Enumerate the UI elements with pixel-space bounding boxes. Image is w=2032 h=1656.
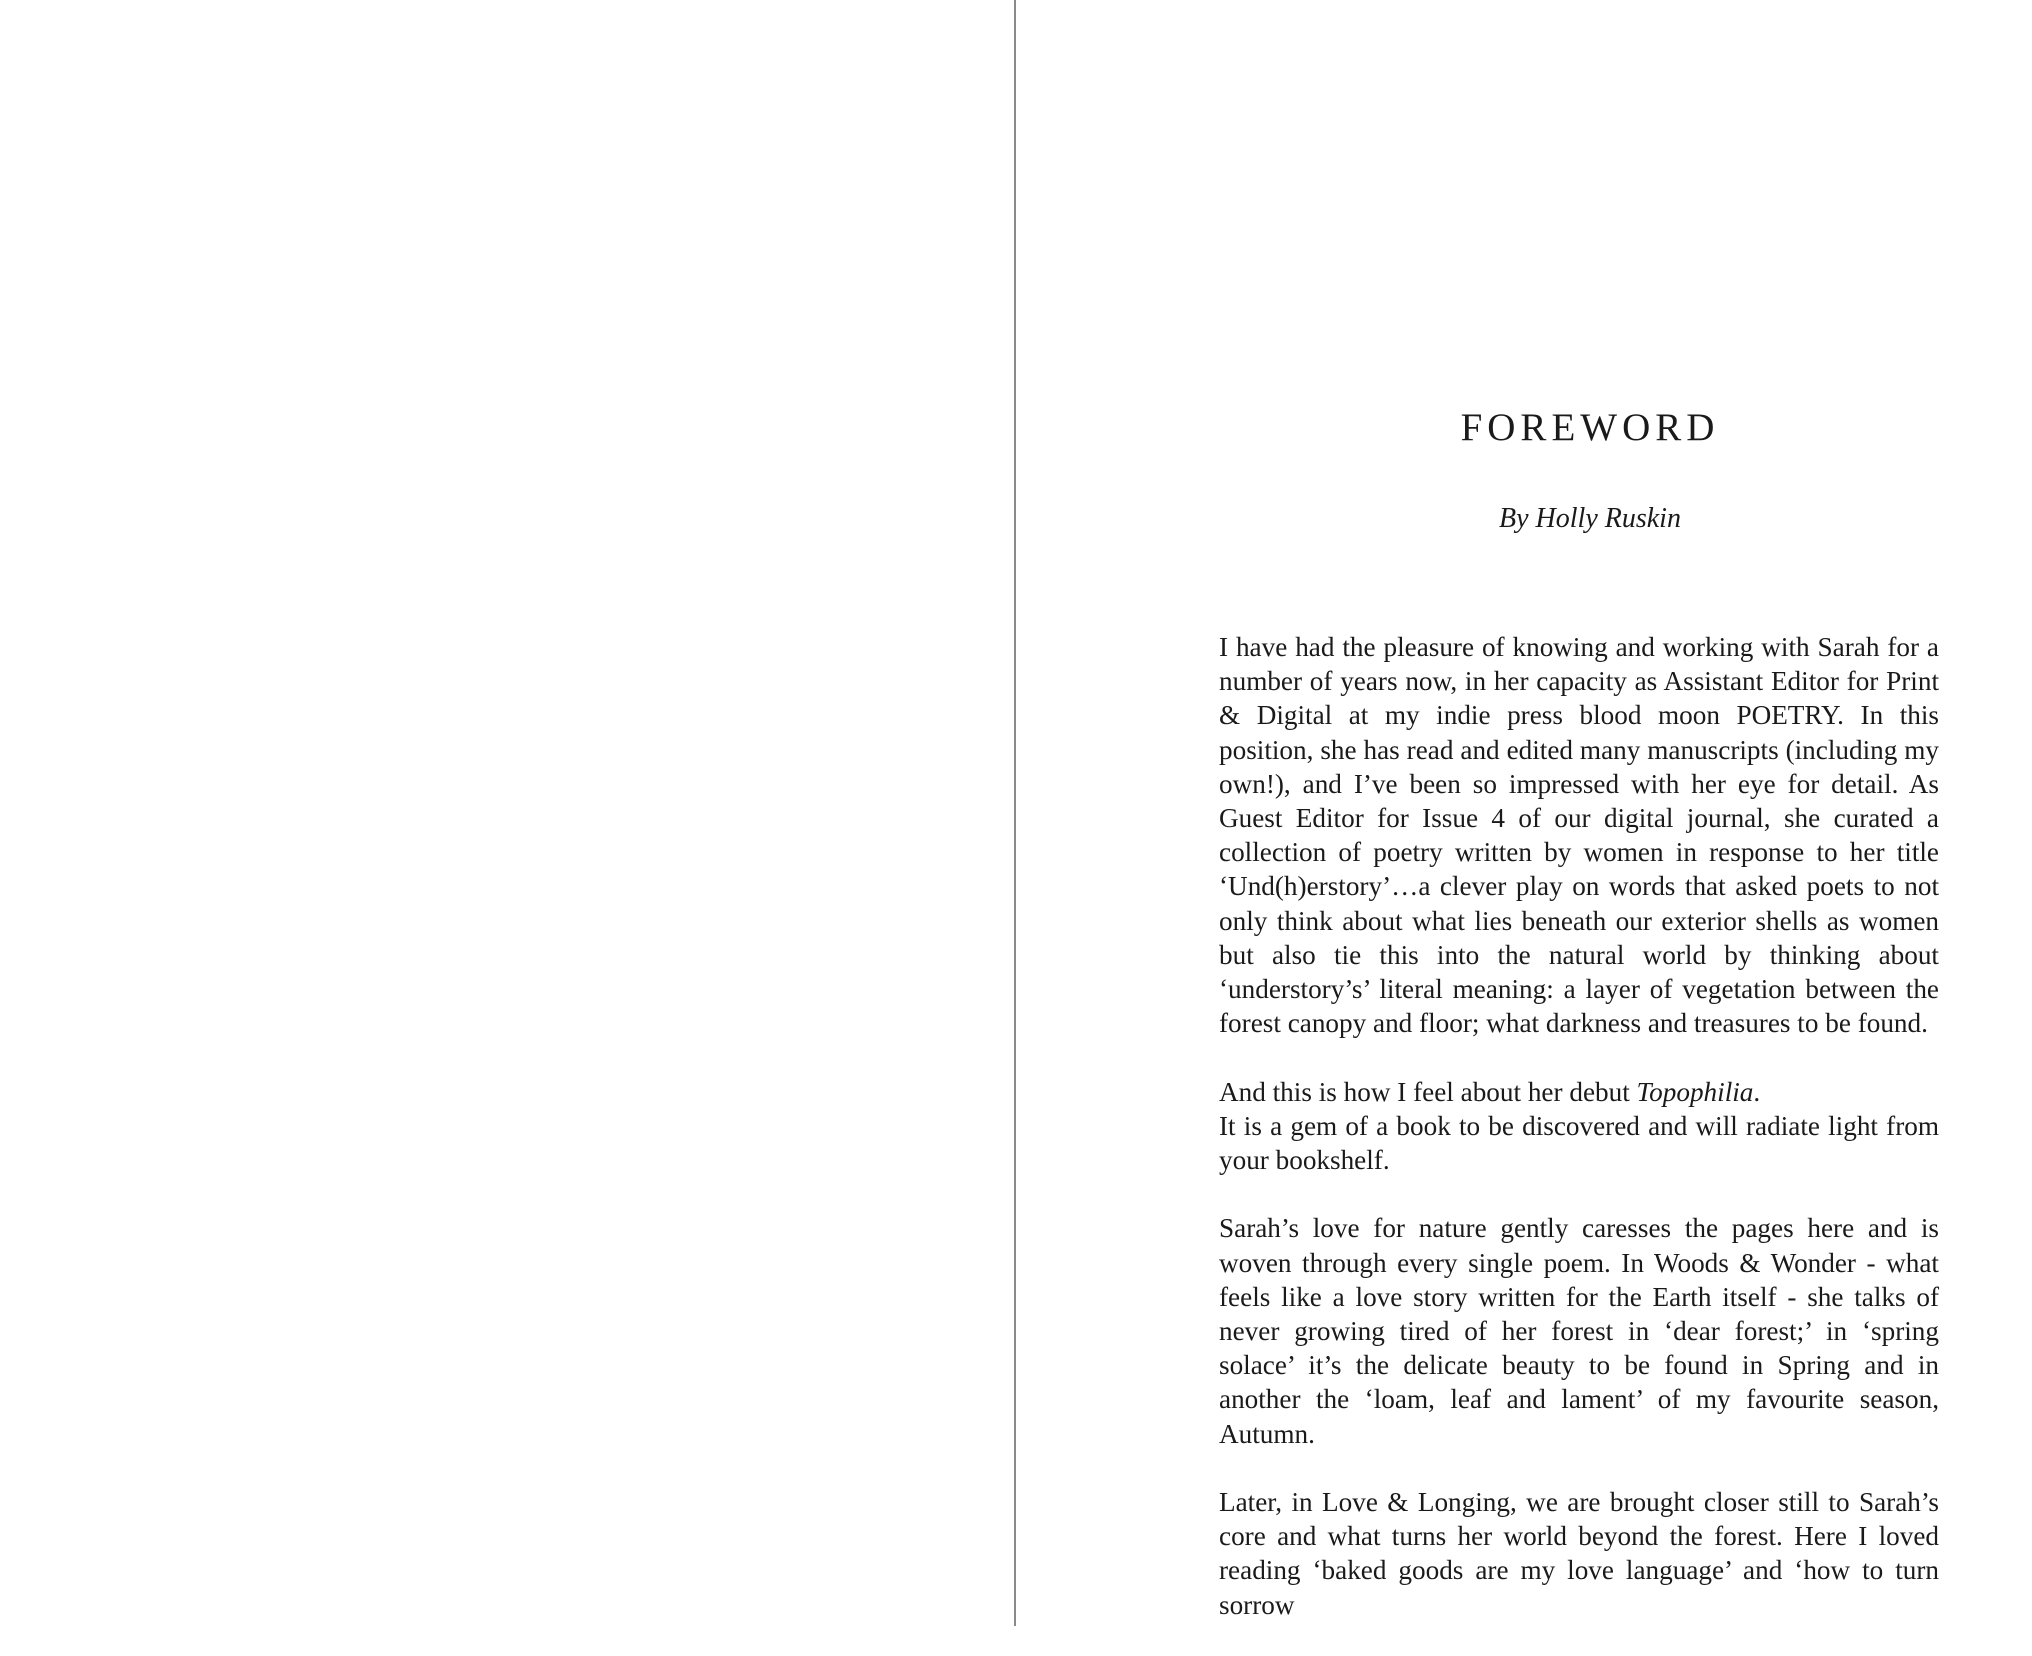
paragraph-2: [1219, 1075, 1939, 1109]
paragraph-2-line-2: It is a gem of a book to be discovered and will radiate light from your bookshelf.: [1219, 1110, 1939, 1176]
paragraph-4: Later, in Love & Longing, we are brought closer still to Sarah’s core and what turns her world beyond the forest. Here I loved reading ‘baked goods are my love language’ and ‘how to turn sorrow: [1219, 1487, 1939, 1620]
book-title-topophilia: Topophilia: [1636, 1076, 1754, 1107]
page-title: FOREWORD: [1460, 406, 1720, 449]
foreword-body: [1219, 630, 1939, 1656]
paragraph-2-punct: .: [1753, 1076, 1761, 1107]
paragraph-2-text: And this is how I feel about her debut: [1219, 1076, 1637, 1107]
left-page-blank: [0, 0, 1012, 1626]
author-byline: By Holly Ruskin: [1499, 503, 1681, 534]
paragraph-3: Sarah’s love for nature gently caresses the pages here and is woven through every single poem. In Woods & Wonder - what feels like a love story written for the Earth itself - she talks of never growing tired of her forest in ‘dear forest;’ in ‘spring solace’ it’s the delicate beauty to be found in Spring and in another the ‘loam, leaf and lament’ of my favourite season, Autumn.: [1219, 1213, 1939, 1449]
paragraph-1: I have had the pleasure of knowing and working with Sarah for a number of years now, in her capacity as Assistant Editor for Print & Digital at my indie press blood moon POETRY. In this position, she has read and edited many manuscripts (including my own!), and I’ve been so impressed with her eye for detail. As Guest Editor for Issue 4 of our digital journal, she curated a collection of poetry written by women in response to her title ‘Und(h)erstory’…a clever play on words that asked poets to not only think about what lies beneath our exterior shells as women but also tie this into the natural world by thinking about ‘understory’s’ literal meaning: a layer of vegetation between the forest canopy and floor; what darkness and treasures to be found.: [1219, 632, 1939, 1039]
